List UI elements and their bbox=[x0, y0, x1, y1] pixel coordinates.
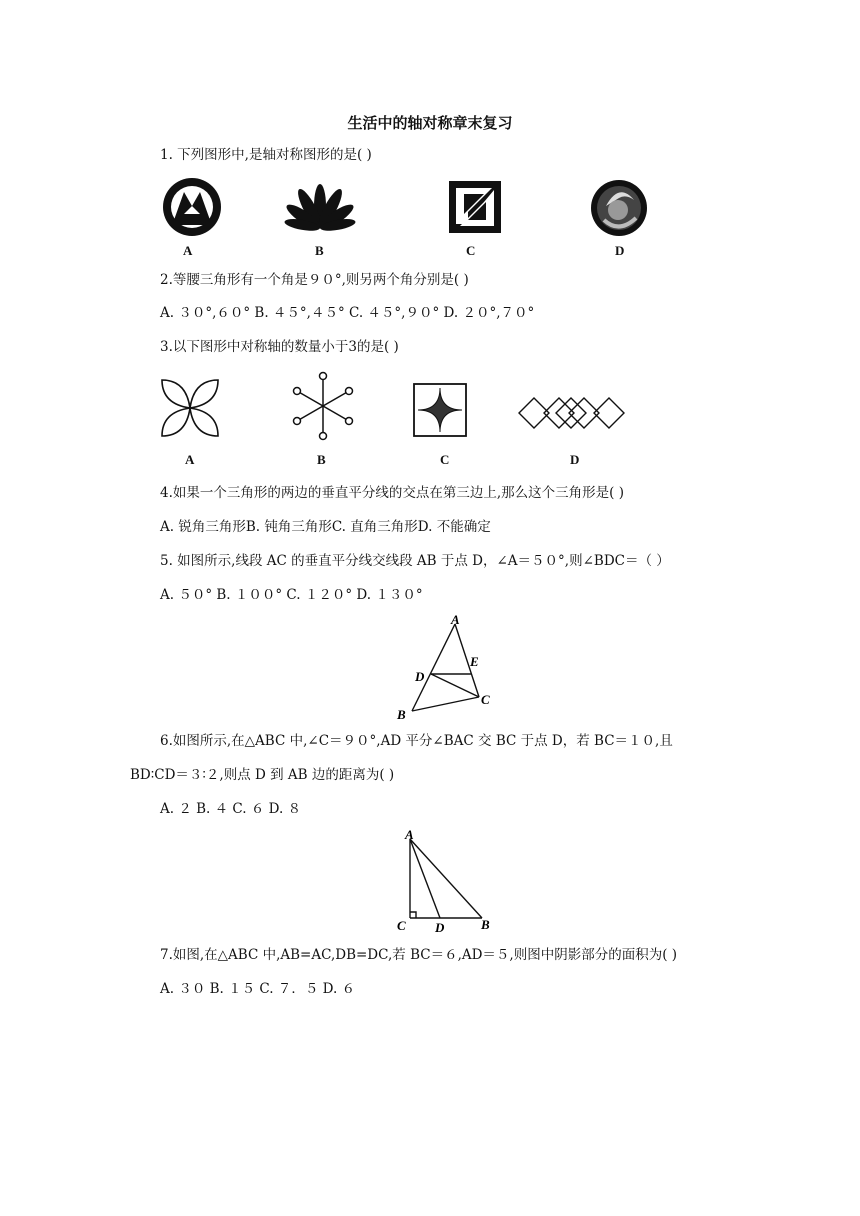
q3-label-b: B bbox=[317, 452, 326, 467]
diamond-chain-figure bbox=[514, 392, 632, 436]
question-6-stem-line-1: 6.如图所示,在△ABC 中,∠C＝９０°,AD 平分∠BAC 交 BC 于点 D，若 BC＝１０,且 bbox=[160, 733, 673, 749]
q5-point-e: E bbox=[470, 654, 479, 669]
question-4-stem: 4.如果一个三角形的两边的垂直平分线的交点在第三边上,那么这个三角形是( ) bbox=[160, 485, 624, 501]
q5-point-c: C bbox=[481, 692, 490, 707]
question-7-options: A. ３０ B. １５ C. ７．５ D. ６ bbox=[160, 981, 356, 997]
q3-label-c: C bbox=[440, 452, 450, 467]
four-petal-figure bbox=[156, 374, 228, 444]
logo-circle-face-icon bbox=[586, 176, 652, 240]
q5-point-a: A bbox=[451, 612, 460, 627]
q5-point-b: B bbox=[397, 707, 406, 722]
question-4-options: A. 锐角三角形B. 钝角三角形C. 直角三角形D. 不能确定 bbox=[160, 519, 491, 535]
question-7-stem: 7.如图,在△ABC 中,AB=AC,DB=DC,若 BC＝６,AD＝５,则图中阴影部分的面积为( ) bbox=[160, 947, 678, 963]
q1-label-b: B bbox=[315, 243, 324, 258]
q1-label-d: D bbox=[615, 243, 625, 258]
question-6-stem-line-2: BD∶CD＝３∶２,则点 D 到 AB 边的距离为( ) bbox=[130, 767, 395, 783]
q6-point-c: C bbox=[397, 918, 406, 933]
question-5-stem: 5. 如图所示,线段 AC 的垂直平分线交线段 AB 于点 D，∠A＝５０°,则∠BDC＝（ ） bbox=[160, 553, 670, 569]
question-2-options: A. ３０°,６０° B. ４５°,４５° C. ４５°,９０° D. ２０°,７０° bbox=[160, 305, 535, 321]
q5-point-d: D bbox=[415, 669, 425, 684]
logo-square-spiral-icon bbox=[446, 178, 504, 236]
question-6-options: A. ２ B. ４ C. ６ D. ８ bbox=[160, 801, 302, 817]
six-spoke-figure bbox=[288, 370, 360, 442]
page-title: 生活中的轴对称章末复习 bbox=[347, 114, 513, 132]
q6-point-b: B bbox=[481, 917, 490, 932]
question-5-options: A. ５０° B. １００° C. １２０° D. １３０° bbox=[160, 587, 423, 603]
question-3-stem: 3.以下图形中对称轴的数量小于3的是( ) bbox=[160, 339, 399, 355]
q6-point-d: D bbox=[435, 920, 445, 935]
q3-label-a: A bbox=[185, 452, 195, 467]
q1-label-a: A bbox=[183, 243, 193, 258]
q5-triangle-diagram bbox=[390, 610, 500, 722]
square-star-figure bbox=[412, 382, 470, 440]
question-2-stem: 2.等腰三角形有一个角是９０°,则另两个角分别是( ) bbox=[160, 272, 469, 288]
q3-label-d: D bbox=[570, 452, 580, 467]
question-1-stem: 1. 下列图形中,是轴对称图形的是( ) bbox=[160, 147, 372, 163]
logo-petals-icon bbox=[278, 176, 362, 240]
logo-metro-icon bbox=[160, 176, 230, 240]
q6-right-triangle-diagram bbox=[394, 826, 498, 936]
q6-point-a: A bbox=[405, 827, 414, 842]
q1-label-c: C bbox=[466, 243, 476, 258]
